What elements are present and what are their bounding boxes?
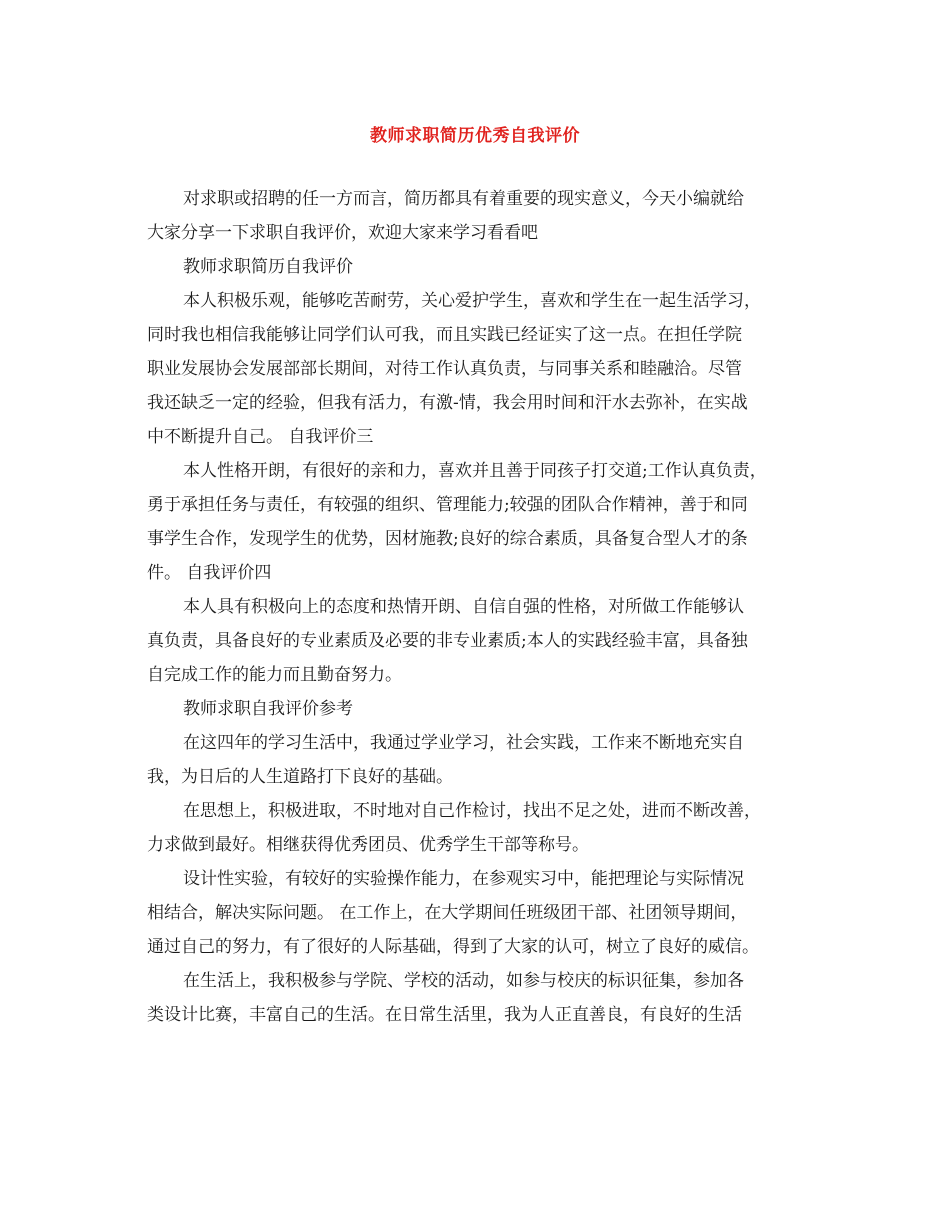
text-line: 在这四年的学习生活中，我通过学业学习，社会实践，工作来不断地充实自 — [183, 733, 744, 753]
text-line: 自完成工作的能力而且勤奋努力。 — [147, 665, 402, 685]
text-line: 本人具有积极向上的态度和热情开朗、自信自强的性格，对所做工作能够认 — [183, 597, 744, 617]
text-line: 本人性格开朗，有很好的亲和力，喜欢并且善于同孩子打交道;工作认真负责， — [183, 461, 767, 481]
text-line: 大家分享一下求职自我评价，欢迎大家来学习看看吧 — [147, 223, 538, 243]
text-line: 设计性实验，有较好的实验操作能力，在参观实习中，能把理论与实际情况 — [183, 869, 744, 889]
text-line: 通过自己的努力，有了很好的人际基础，得到了大家的认可，树立了良好的威信。 — [147, 937, 759, 957]
text-line: 勇于承担任务与责任，有较强的组织、管理能力;较强的团队合作精神，善于和同 — [147, 495, 748, 515]
text-line: 事学生合作，发现学生的优势，因材施教;良好的综合素质，具备复合型人才的条 — [147, 529, 748, 549]
text-line: 相结合，解决实际问题。 在工作上，在大学期间任班级团干部、社团领导期间， — [147, 903, 748, 923]
text-line: 真负责，具备良好的专业素质及必要的非专业素质;本人的实践经验丰富，具备独 — [147, 631, 748, 651]
text-line: 教师求职自我评价参考 — [183, 699, 353, 719]
text-line: 在生活上，我积极参与学院、学校的活动，如参与校庆的标识征集，参加各 — [183, 971, 744, 991]
text-line: 类设计比赛，丰富自己的生活。在日常生活里，我为人正直善良，有良好的生活 — [147, 1005, 742, 1025]
text-line: 对求职或招聘的任一方而言，简历都具有着重要的现实意义，今天小编就给 — [183, 189, 744, 209]
document-title: 教师求职简历优秀自我评价 — [370, 126, 580, 146]
text-line: 中不断提升自己。 自我评价三 — [147, 427, 374, 447]
text-line: 同时我也相信我能够让同学们认可我，而且实践已经证实了这一点。在担任学院 — [147, 325, 742, 345]
text-line: 本人积极乐观，能够吃苦耐劳，关心爱护学生，喜欢和学生在一起生活学习， — [183, 291, 761, 311]
text-line: 我还缺乏一定的经验，但我有活力，有激-情，我会用时间和汗水去弥补，在实战 — [147, 393, 748, 413]
text-line: 教师求职简历自我评价 — [183, 257, 353, 277]
text-line: 在思想上，积极进取，不时地对自己作检讨，找出不足之处，进而不断改善， — [183, 801, 761, 821]
text-line: 力求做到最好。相继获得优秀团员、优秀学生干部等称号。 — [147, 835, 589, 855]
document-body — [147, 182, 825, 1032]
text-line: 我，为日后的人生道路打下良好的基础。 — [147, 767, 453, 787]
text-line: 职业发展协会发展部部长期间，对待工作认真负责，与同事关系和睦融洽。尽管 — [147, 359, 742, 379]
text-line: 件。 自我评价四 — [147, 563, 272, 583]
